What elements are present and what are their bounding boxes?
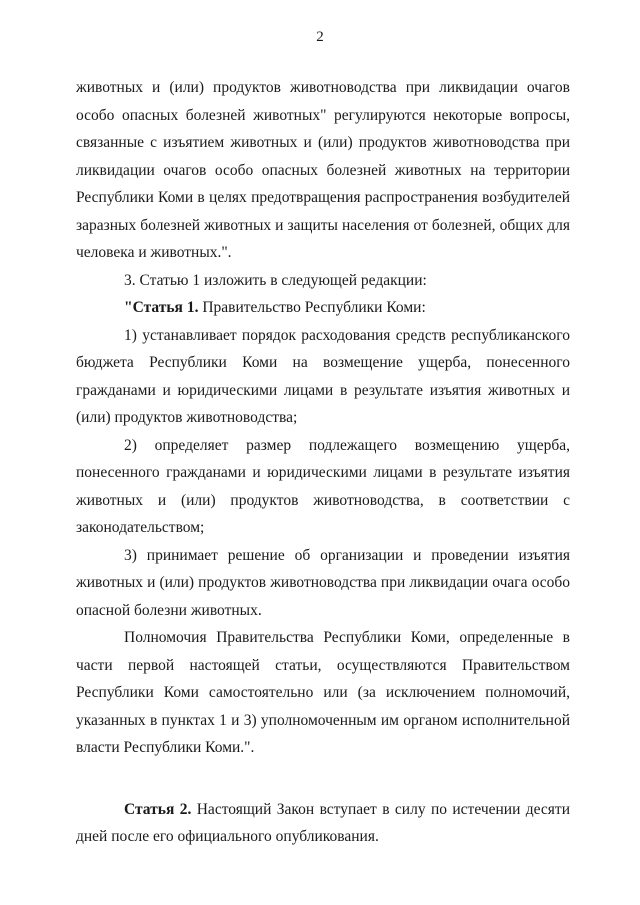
text-line: ликвидации очагов особо опасных болезней животных на территории: [76, 161, 570, 179]
paragraph-continuation: [76, 74, 570, 267]
text-line: Полномочия Правительства Республики Коми, определенные в: [124, 629, 570, 646]
text-line: части первой настоящей статьи, осуществляются Правительством: [76, 656, 570, 674]
section-spacer: [76, 762, 570, 796]
text-line: [76, 796, 570, 824]
article-1-title: "Статья 1.: [124, 299, 199, 316]
paragraph-powers: [76, 624, 570, 762]
text-line: гражданами и юридическими лицами в результате изъятия животных и: [76, 381, 570, 399]
text-line: понесенного гражданами и юридическими лицами в результате изъятия: [76, 464, 570, 481]
text-line: заразных болезней животных и защиты населения от болезней, общих для: [76, 216, 570, 234]
text-line: связанные с изъятием животных и (или) продуктов животноводства при: [76, 134, 570, 151]
text-line: опасной болезни животных.: [76, 601, 262, 619]
text-line: животных и (или) продуктов животноводства при ликвидации очагов: [76, 79, 570, 96]
document-body: [76, 74, 570, 851]
text-line: бюджета Республики Коми на возмещение ущерба, понесенного: [76, 354, 570, 371]
text-line: животных и (или) продуктов животноводства, в соответствии с: [76, 491, 570, 509]
text-line: 2) определяет размер подлежащего возмещению ущерба,: [124, 436, 570, 454]
paragraph-article-2: [76, 796, 570, 851]
paragraph-point-2: [76, 432, 570, 542]
text-line: дней после его официального опубликования.: [76, 828, 379, 845]
page-number: 2: [316, 29, 324, 45]
text-line: власти Республики Коми.".: [76, 739, 255, 756]
paragraph-point-3: [76, 542, 570, 625]
text-line: (или) продуктов животноводства;: [76, 409, 298, 426]
text-line: человека и животных.".: [76, 244, 232, 261]
paragraph-article-1-heading: [76, 294, 570, 322]
article-2-title: Статья 2.: [124, 800, 192, 818]
text-line: Правительство Республики Коми:: [198, 299, 426, 316]
text-line: Республики Коми в целях предотвращения распространения возбудителей: [76, 189, 570, 206]
text-line: 3) принимает решение об организации и проведении изъятия: [124, 546, 570, 564]
text-line: указанных в пунктах 1 и 3) уполномоченным им органом исполнительной: [76, 711, 570, 729]
text-line: 3. Статью 1 изложить в следующей редакции:: [124, 271, 427, 289]
paragraph-item-3: [76, 267, 570, 295]
text-line: животных и (или) продуктов животноводства при ликвидации очага особо: [76, 574, 570, 591]
text-line: особо опасных болезней животных" регулируются некоторые вопросы,: [76, 106, 570, 124]
paragraph-point-1: [76, 322, 570, 432]
text-fragment: Настоящий Закон вступает в силу по истечении десяти: [191, 800, 571, 818]
text-line: Республики Коми самостоятельно или (за исключением полномочий,: [76, 684, 570, 701]
text-line: 1) устанавливает порядок расходования средств республиканского: [124, 326, 570, 344]
text-line: законодательством;: [76, 519, 205, 536]
